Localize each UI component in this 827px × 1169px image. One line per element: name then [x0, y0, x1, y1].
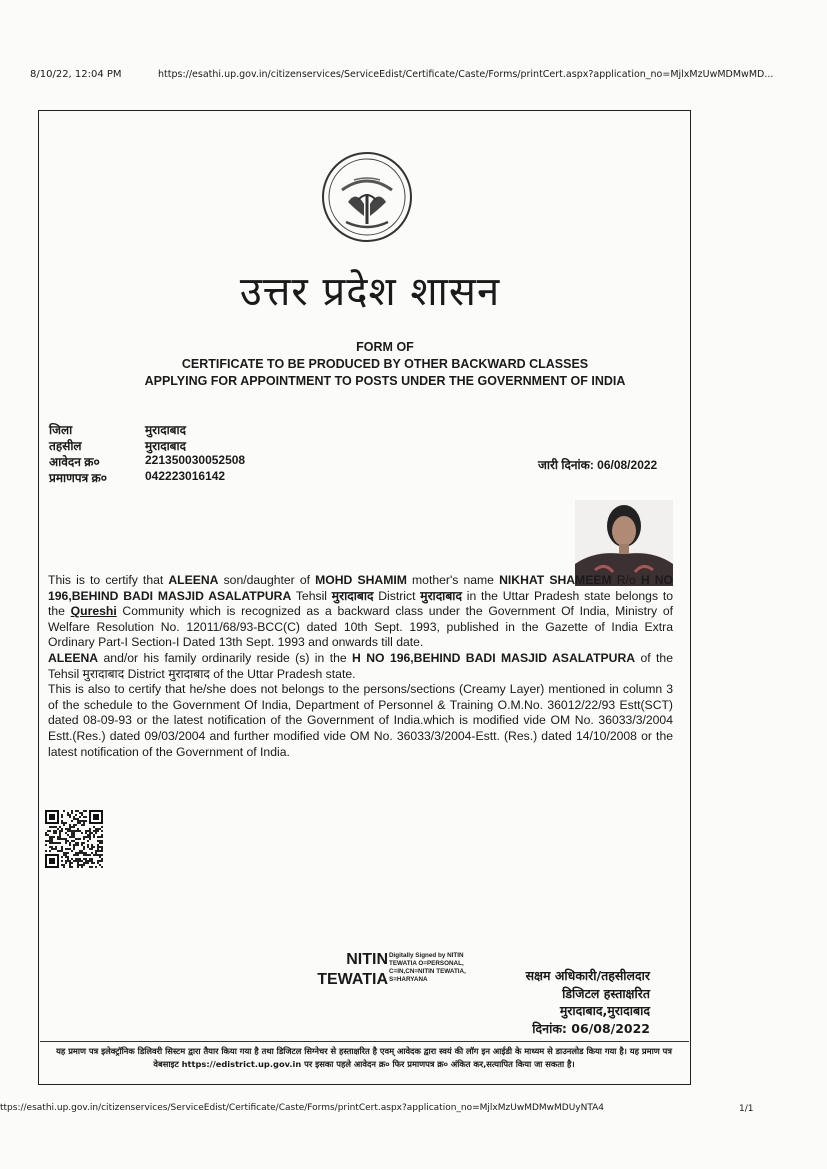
hindi-title: उत्तर प्रदेश शासन [239, 269, 501, 315]
body-paragraph-2: ALEENA and/or his family ordinarily reside (s) in the H NO 196,BEHIND BADI MASJID ASALATPURA of the Tehsil मुरादाबाद District मुरादाबाद of the Uttar Pradesh state. [48, 650, 673, 681]
applicant-name: ALEENA [168, 573, 219, 587]
info-row-district [49, 421, 245, 437]
signer-name: NITIN TEWATIA [317, 951, 388, 988]
page-number: 1/1 [739, 1104, 754, 1114]
community-name: Qureshi [70, 604, 117, 619]
address: H NO 196,BEHIND BADI MASJID ASALATPURA [48, 573, 674, 603]
father-name: MOHD SHAMIM [315, 573, 407, 587]
up-government-emblem [320, 150, 414, 244]
info-value: 042223016142 [145, 469, 226, 483]
form-heading-line1: FORM OF [356, 340, 414, 354]
info-value: 221350030052508 [145, 453, 246, 467]
info-row-application-no [49, 453, 245, 469]
form-heading-line3: APPLYING FOR APPOINTMENT TO POSTS UNDER THE GOVERNMENT OF INDIA [144, 374, 626, 388]
print-url-header: https://esathi.up.gov.in/citizenservices/ServiceEdist/Certificate/Caste/Forms/printCert.aspx?application_no=MjlxMzUwMDMwMD... [158, 69, 774, 80]
info-label: आवेदन क्र० [49, 455, 100, 469]
certificate-info [49, 421, 245, 485]
body-paragraph-1: This is to certify that ALEENA son/daughter of MOHD SHAMIM mother's name NIKHAT SHAMEEM R/o H NO 196,BEHIND BADI MASJID ASALATPURA Tehsil मुरादाबाद District मुरादाबाद in the Uttar Pradesh state belongs to the Qureshi Community which is recognized as a backward class under the Government Of India, Ministry of Welfare Resolution No. 12011/68/93-BCC(C) dated 10th Sept. 1993, published in the Gazette of India Extra Ordinary Part-I Section-I Dated 13th Sept. 1993 and onwards till date. [48, 573, 674, 650]
print-url-footer: ttps://esathi.up.gov.in/citizenservices/ServiceEdist/Certificate/Caste/Forms/printCert.aspx?application_no=MjlxMzUwMDMwMDUyNTA4 [0, 1103, 605, 1113]
info-label: तहसील [49, 439, 82, 453]
info-label: प्रमाणपत्र क्र० [49, 471, 108, 485]
info-row-tehsil [49, 437, 245, 453]
digital-signature-details: Digitally Signed by NITIN TEWATIA O=PERSONAL, C=IN,CN=NITIN TEWATIA, S=HARYANA [389, 952, 466, 983]
certificate-body [48, 573, 673, 760]
issue-date: जारी दिनांक: 06/08/2022 [538, 458, 658, 472]
mother-name: NIKHAT SHAMEEM [499, 573, 612, 587]
issuing-authority: सक्षम अधिकारी/तहसीलदार डिजिटल हस्ताक्षरित मुरादाबाद,मुरादाबाद दिनांक: 06/08/2022 [525, 968, 650, 1036]
form-heading-line2: CERTIFICATE TO BE PRODUCED BY OTHER BACKWARD CLASSES [181, 357, 589, 371]
info-value: मुरादाबाद [145, 439, 187, 453]
info-value: मुरादाबाद [145, 423, 187, 437]
disclaimer-text: यह प्रमाण पत्र इलेक्ट्रॉनिक डिलिवरी सिस्टम द्वारा तैयार किया गया है तथा डिजिटल सिग्नेचर से हस्ताक्षरित है एवम् आवेदक द्वारा स्वयं की लॉग इन आई‍डी के माध्यम से डाउनलोड किया गया है। यह प्रमाण पत्र वेबसाइट https://edistrict.up.gov.in पर इसका पहले आवेदन क्र० फिर प्रमाणपत्र क्र० अंकित कर,सत्यापित किया जा सकता है। [56, 1046, 672, 1069]
info-label: जिला [49, 423, 73, 437]
form-heading [60, 339, 710, 390]
print-datetime: 8/10/22, 12:04 PM [30, 69, 122, 80]
body-paragraph-3: This is also to certify that he/she does not belongs to the persons/sections (Creamy Layer) mentioned in column 3 of the schedule to the Government Of India, Department of Personnel & Training O.M.No. 36012/22/93 Estt(SCT) dated 08-09-93 or the latest notification of the Government of India.which is modified vide OM No. 36033/3/2004 Estt.(Res.) dated 09/03/2004 and further modified vide OM No. 36033/3/2004-Estt. (Res.) dated 14/10/2008 or the latest notification of the Government of India. [48, 682, 673, 759]
qr-code [45, 810, 103, 868]
info-row-certificate-no [49, 469, 245, 485]
disclaimer-divider [40, 1041, 689, 1042]
